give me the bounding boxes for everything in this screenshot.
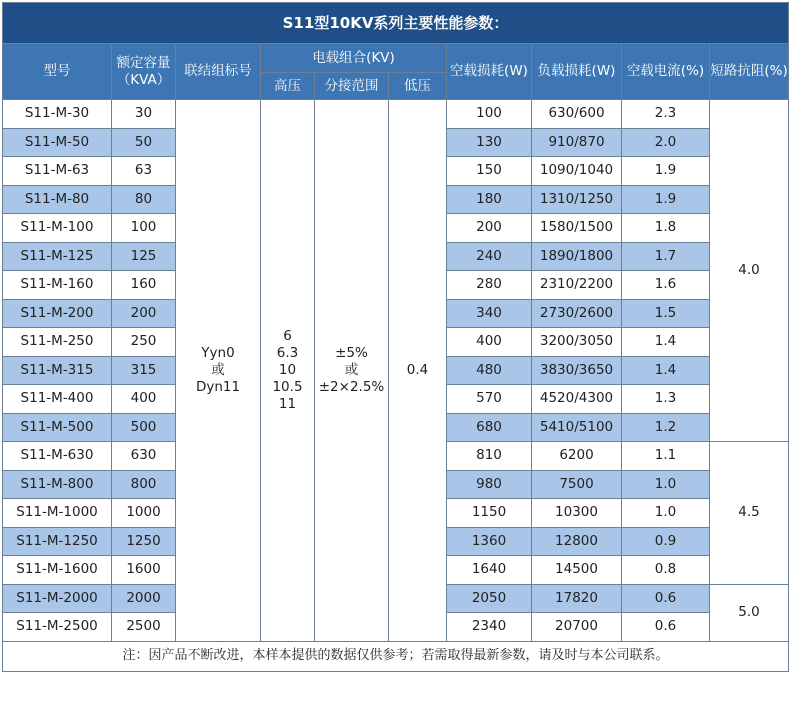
cell-model: S11-M-63 <box>3 157 112 186</box>
cell-load-loss: 4520/4300 <box>532 385 622 414</box>
cell-model: S11-M-250 <box>3 328 112 357</box>
table-body <box>3 100 789 642</box>
cell-capacity: 250 <box>112 328 176 357</box>
header-capacity <box>112 44 176 100</box>
cell-capacity: 315 <box>112 356 176 385</box>
cell-load-loss: 1090/1040 <box>532 157 622 186</box>
spec-table-container <box>2 2 788 672</box>
cell-model: S11-M-630 <box>3 442 112 471</box>
cell-noload-loss: 200 <box>447 214 532 243</box>
cell-noload-current: 0.6 <box>622 584 710 613</box>
group-line: Dyn11 <box>195 378 241 395</box>
hv-line: 6.3 <box>276 344 299 361</box>
cell-load-loss: 1310/1250 <box>532 185 622 214</box>
cell-load-loss: 7500 <box>532 470 622 499</box>
cell-capacity: 1000 <box>112 499 176 528</box>
footnote: 注：因产品不断改进，本样本提供的数据仅供参考；若需取得最新参数，请及时与本公司联系。 <box>3 641 789 671</box>
cell-noload-current: 1.2 <box>622 413 710 442</box>
cell-model: S11-M-1250 <box>3 527 112 556</box>
cell-load-loss: 12800 <box>532 527 622 556</box>
cell-model: S11-M-400 <box>3 385 112 414</box>
cell-model: S11-M-315 <box>3 356 112 385</box>
cell-capacity: 160 <box>112 271 176 300</box>
cell-capacity: 1600 <box>112 556 176 585</box>
cell-noload-current: 1.7 <box>622 242 710 271</box>
cell-load-loss: 17820 <box>532 584 622 613</box>
cell-noload-current: 1.4 <box>622 356 710 385</box>
cell-model: S11-M-1600 <box>3 556 112 585</box>
cell-noload-loss: 240 <box>447 242 532 271</box>
cell-capacity: 125 <box>112 242 176 271</box>
group-line: Yyn0 <box>201 344 235 361</box>
cell-capacity: 1250 <box>112 527 176 556</box>
cell-model: S11-M-125 <box>3 242 112 271</box>
cell-load-loss: 1580/1500 <box>532 214 622 243</box>
cell-model: S11-M-2000 <box>3 584 112 613</box>
group-line: 或 <box>211 361 225 378</box>
cell-noload-loss: 130 <box>447 128 532 157</box>
header-impedance: 短路抗阻(%) <box>710 44 789 100</box>
cell-noload-current: 1.1 <box>622 442 710 471</box>
tap-line: ±2×2.5% <box>318 378 385 395</box>
cell-model: S11-M-800 <box>3 470 112 499</box>
cell-load-loss: 910/870 <box>532 128 622 157</box>
cell-impedance: 4.5 <box>710 442 789 585</box>
cell-tap <box>315 100 389 642</box>
cell-noload-current: 1.0 <box>622 499 710 528</box>
cell-noload-loss: 1360 <box>447 527 532 556</box>
cell-hv <box>261 100 315 642</box>
cell-load-loss: 3200/3050 <box>532 328 622 357</box>
cell-noload-current: 1.6 <box>622 271 710 300</box>
hv-line: 10 <box>278 361 297 378</box>
cell-noload-current: 2.3 <box>622 100 710 129</box>
cell-load-loss: 2310/2200 <box>532 271 622 300</box>
cell-noload-loss: 400 <box>447 328 532 357</box>
cell-impedance: 4.0 <box>710 100 789 442</box>
cell-load-loss: 5410/5100 <box>532 413 622 442</box>
header-noload-loss: 空载损耗(W) <box>447 44 532 100</box>
cell-model: S11-M-1000 <box>3 499 112 528</box>
cell-model: S11-M-30 <box>3 100 112 129</box>
cell-load-loss: 2730/2600 <box>532 299 622 328</box>
cell-noload-loss: 180 <box>447 185 532 214</box>
cell-load-loss: 1890/1800 <box>532 242 622 271</box>
cell-group <box>176 100 261 642</box>
cell-model: S11-M-100 <box>3 214 112 243</box>
cell-capacity: 400 <box>112 385 176 414</box>
cell-noload-current: 1.8 <box>622 214 710 243</box>
header-group: 联结组标号 <box>176 44 261 100</box>
cell-noload-current: 1.4 <box>622 328 710 357</box>
cell-capacity: 2000 <box>112 584 176 613</box>
cell-noload-current: 1.3 <box>622 385 710 414</box>
cell-capacity: 630 <box>112 442 176 471</box>
cell-model: S11-M-80 <box>3 185 112 214</box>
cell-noload-loss: 340 <box>447 299 532 328</box>
cell-load-loss: 20700 <box>532 613 622 642</box>
cell-noload-loss: 810 <box>447 442 532 471</box>
cell-noload-loss: 570 <box>447 385 532 414</box>
cell-capacity: 63 <box>112 157 176 186</box>
header-voltage: 电载组合(KV) <box>261 44 447 73</box>
cell-lv: 0.4 <box>389 100 447 642</box>
header-hv: 高压 <box>261 73 315 100</box>
hv-line: 10.5 <box>272 378 303 395</box>
cell-noload-current: 1.9 <box>622 185 710 214</box>
cell-noload-current: 2.0 <box>622 128 710 157</box>
cell-load-loss: 14500 <box>532 556 622 585</box>
cell-noload-loss: 280 <box>447 271 532 300</box>
cell-noload-loss: 2340 <box>447 613 532 642</box>
header-capacity-line1: 额定容量 <box>116 54 171 71</box>
cell-capacity: 200 <box>112 299 176 328</box>
header-load-loss: 负载损耗(W) <box>532 44 622 100</box>
header-capacity-line2: （KVA） <box>116 71 171 88</box>
tap-line: 或 <box>344 361 359 378</box>
cell-noload-current: 1.9 <box>622 157 710 186</box>
cell-capacity: 100 <box>112 214 176 243</box>
cell-noload-current: 0.6 <box>622 613 710 642</box>
cell-capacity: 50 <box>112 128 176 157</box>
hv-line: 11 <box>278 395 297 412</box>
cell-noload-current: 1.5 <box>622 299 710 328</box>
cell-model: S11-M-50 <box>3 128 112 157</box>
header-model: 型号 <box>3 44 112 100</box>
table-row <box>3 100 789 129</box>
cell-model: S11-M-2500 <box>3 613 112 642</box>
cell-noload-loss: 2050 <box>447 584 532 613</box>
cell-capacity: 800 <box>112 470 176 499</box>
cell-load-loss: 3830/3650 <box>532 356 622 385</box>
cell-model: S11-M-200 <box>3 299 112 328</box>
header-lv: 低压 <box>389 73 447 100</box>
cell-noload-current: 1.0 <box>622 470 710 499</box>
cell-load-loss: 630/600 <box>532 100 622 129</box>
cell-noload-loss: 150 <box>447 157 532 186</box>
spec-table <box>2 2 789 672</box>
table-title: S11型10KV系列主要性能参数： <box>3 3 789 44</box>
hv-line: 6 <box>283 328 292 345</box>
cell-capacity: 80 <box>112 185 176 214</box>
cell-model: S11-M-500 <box>3 413 112 442</box>
cell-noload-loss: 480 <box>447 356 532 385</box>
cell-model: S11-M-160 <box>3 271 112 300</box>
header-noload-current: 空载电流(%) <box>622 44 710 100</box>
cell-noload-loss: 1640 <box>447 556 532 585</box>
cell-load-loss: 10300 <box>532 499 622 528</box>
cell-impedance: 5.0 <box>710 584 789 641</box>
cell-noload-loss: 1150 <box>447 499 532 528</box>
cell-noload-loss: 680 <box>447 413 532 442</box>
cell-noload-loss: 980 <box>447 470 532 499</box>
cell-capacity: 2500 <box>112 613 176 642</box>
cell-noload-current: 0.8 <box>622 556 710 585</box>
cell-noload-loss: 100 <box>447 100 532 129</box>
tap-line: ±5% <box>335 344 368 361</box>
cell-capacity: 30 <box>112 100 176 129</box>
cell-capacity: 500 <box>112 413 176 442</box>
cell-load-loss: 6200 <box>532 442 622 471</box>
header-tap: 分接范围 <box>315 73 389 100</box>
cell-noload-current: 0.9 <box>622 527 710 556</box>
